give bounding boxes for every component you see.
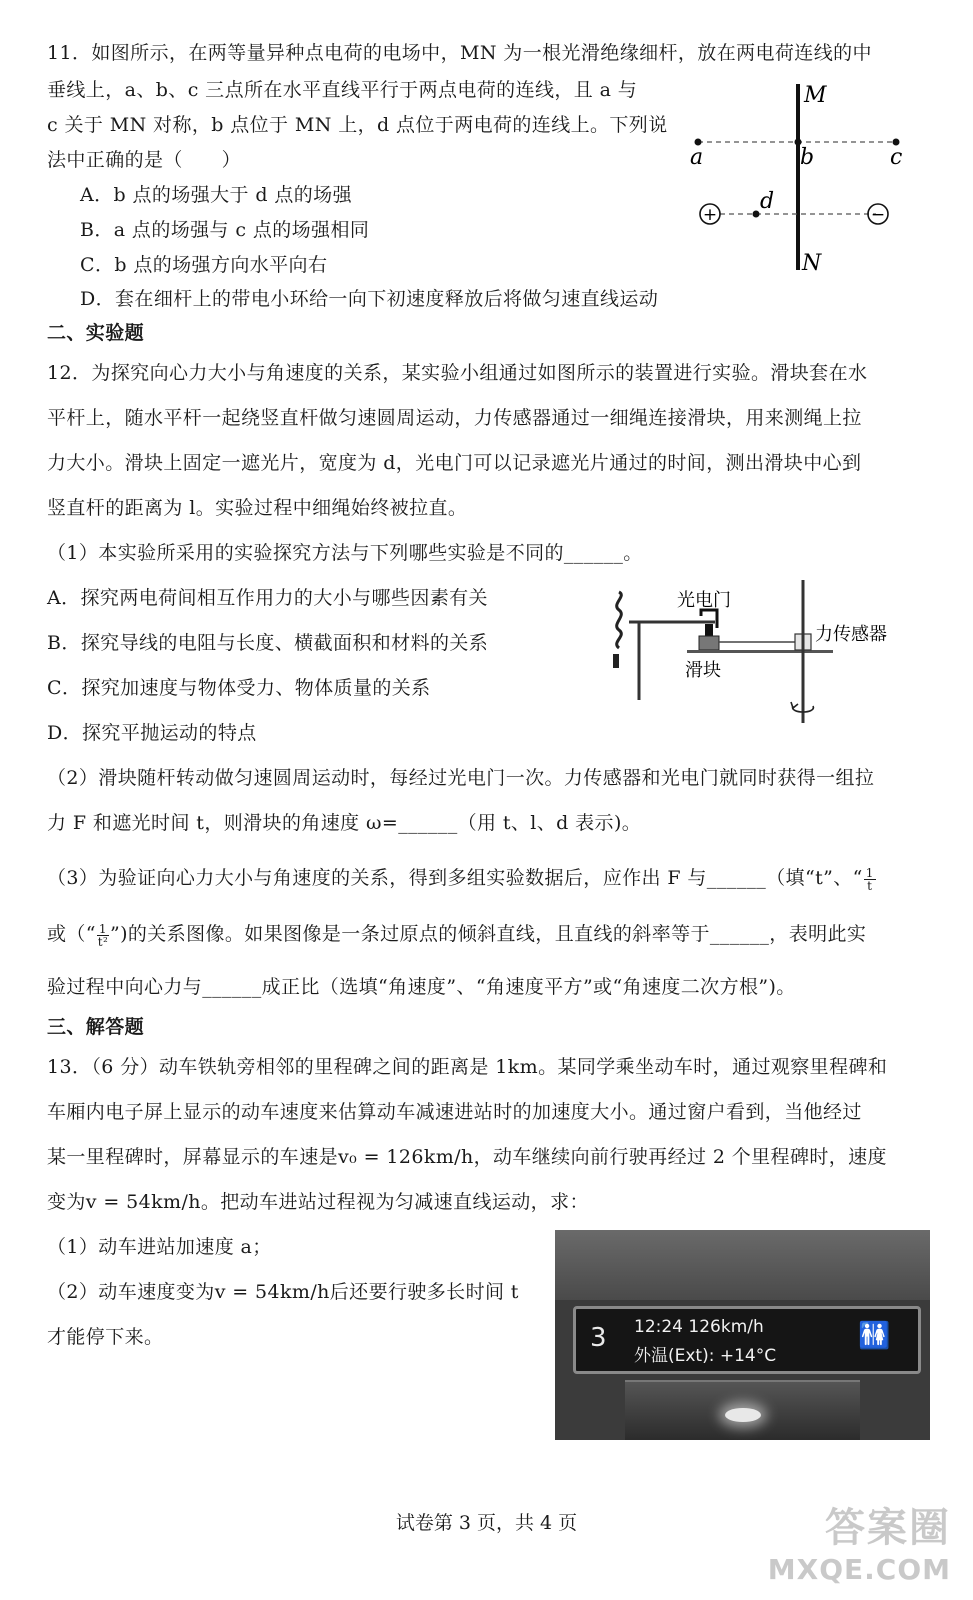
q12-option-a: A．探究两电荷间相互作用力的大小与哪些因素有关 — [47, 587, 488, 609]
watermark-logo — [768, 1496, 951, 1586]
q12-part-3b — [47, 922, 866, 948]
q11-line-1: 11．如图所示，在两等量异种点电荷的电场中，MN 为一根光滑绝缘细杆，放在两电荷连线的中 — [47, 42, 872, 64]
ceiling — [555, 1230, 930, 1300]
q12-line-3: 力大小。滑块上固定一遮光片，宽度为 d，光电门可以记录遮光片通过的时间，测出滑块中心到 — [47, 452, 862, 474]
q12-part-3a — [47, 866, 877, 892]
label-m: M — [804, 83, 827, 108]
q13-line-3: 某一里程碑时，屏幕显示的车速是v₀ = 126km/h，动车继续向前行驶再经过 2 个里程碑时，速度 — [47, 1146, 887, 1168]
q13-line-2: 车厢内电子屏上显示的动车速度来估算动车减速进站时的加速度大小。通过窗户看到，当他经过 — [47, 1101, 862, 1123]
restroom-icon: 🚻 — [858, 1321, 891, 1351]
fraction-denominator: t — [867, 878, 873, 893]
q13-line-1: 13．（6 分）动车铁轨旁相邻的里程碑之间的距离是 1km。某同学乘坐动车时，通过观察里程碑和 — [47, 1056, 888, 1078]
plus-sign: + — [702, 205, 718, 225]
q12-option-c: C．探究加速度与物体受力、物体质量的关系 — [47, 677, 431, 699]
q12-line-1: 12．为探究向心力大小与角速度的关系，某实验小组通过如图所示的装置进行实验。滑块套在水 — [47, 362, 868, 384]
speed-display — [573, 1306, 921, 1374]
section-3-title: 三、解答题 — [47, 1016, 145, 1038]
page-footer: 试卷第 3 页，共 4 页 — [395, 1512, 578, 1534]
q11-option-b: B．a 点的场强与 c 点的场强相同 — [80, 219, 370, 241]
q12-part-2b: 力 F 和遮光时间 t，则滑块的角速度 ω=______（用 t、l、d 表示)。 — [47, 812, 642, 834]
q12-part-3a-text: （3）为验证向心力大小与角速度的关系，得到多组实验数据后，应作出 F 与______（填“t”、“ — [47, 867, 863, 889]
point-d — [753, 211, 760, 218]
q12-part-3b-pre: 或（“ — [47, 923, 96, 945]
car-number: 3 — [590, 1323, 607, 1353]
label-c: c — [890, 145, 903, 170]
q11-field-figure — [680, 78, 920, 278]
arrow-head — [791, 702, 798, 708]
label-photogate: 光电门 — [677, 590, 731, 611]
watermark-line-2: MXQE.COM — [767, 1553, 951, 1586]
slider-block — [699, 636, 719, 650]
q12-part-1: （1）本实验所采用的实验探究方法与下列哪些实验是不同的______。 — [47, 542, 643, 564]
train-display-photo — [555, 1230, 930, 1440]
q11-option-c: C．b 点的场强方向水平向右 — [80, 254, 328, 276]
q13-part-2b: 才能停下来。 — [47, 1326, 164, 1348]
display-time-speed: 12:24 126km/h — [634, 1317, 764, 1337]
q12-part-2a: （2）滑块随杆转动做匀速圆周运动时，每经过光电门一次。力传感器和光电门就同时获得一组拉 — [47, 767, 875, 789]
q11-option-a: A．b 点的场强大于 d 点的场强 — [80, 184, 352, 206]
fraction-1-over-t — [864, 867, 876, 892]
label-d: d — [760, 189, 775, 214]
fraction-numerator: 1 — [865, 865, 874, 880]
label-force-sensor: 力传感器 — [815, 624, 887, 645]
minus-sign: − — [870, 205, 886, 225]
q12-apparatus-figure — [605, 578, 905, 743]
q13-part-2a: （2）动车速度变为v = 54km/h后还要行驶多长时间 t — [47, 1281, 519, 1303]
watermark-line-1: 答案圈 — [825, 1505, 951, 1551]
fraction-1-over-t2 — [97, 923, 109, 948]
section-2-title: 二、实验题 — [47, 322, 145, 344]
q11-line-4: 法中正确的是（ ） — [47, 149, 242, 171]
q12-part-3c: 验过程中向心力与______成正比（选填“角速度”、“角速度平方”或“角速度二次方根”)。 — [47, 976, 796, 998]
q12-line-2: 平杆上，随水平杆一起绕竖直杆做匀速圆周运动，力传感器通过一细绳连接滑块，用来测绳上拉 — [47, 407, 862, 429]
clamp-icon — [617, 592, 622, 648]
q12-line-4: 竖直杆的距离为 l。实验过程中细绳始终被拉直。 — [47, 497, 468, 519]
fraction-denominator: t² — [97, 934, 109, 949]
q13-part-1: （1）动车进站加速度 a； — [47, 1236, 272, 1258]
q12-option-b: B．探究导线的电阻与长度、横截面积和材料的关系 — [47, 632, 489, 654]
q11-line-2: 垂线上，a、b、c 三点所在水平直线平行于两点电荷的连线，且 a 与 — [47, 79, 638, 101]
label-b: b — [800, 145, 815, 170]
label-a: a — [690, 145, 704, 170]
q12-option-d: D．探究平抛运动的特点 — [47, 722, 257, 744]
q12-part-3b-post: ”)的关系图像。如果图像是一条过原点的倾斜直线，且直线的斜率等于______，表明此实 — [109, 923, 867, 945]
fraction-numerator: 1 — [98, 921, 107, 936]
display-temperature: 外温(Ext): +14°C — [634, 1346, 777, 1366]
q11-option-d: D．套在细杆上的带电小环给一向下初速度释放后将做匀速直线运动 — [80, 288, 659, 310]
clamp-base — [613, 654, 619, 668]
q11-line-3: c 关于 MN 对称，b 点位于 MN 上，d 点位于两电荷的连线上。下列说 — [47, 114, 668, 136]
label-slider: 滑块 — [685, 660, 721, 681]
label-n: N — [802, 251, 822, 276]
ceiling-lamp-icon — [725, 1408, 761, 1422]
q13-line-4: 变为v = 54km/h。把动车进站过程视为匀减速直线运动，求： — [47, 1191, 589, 1213]
